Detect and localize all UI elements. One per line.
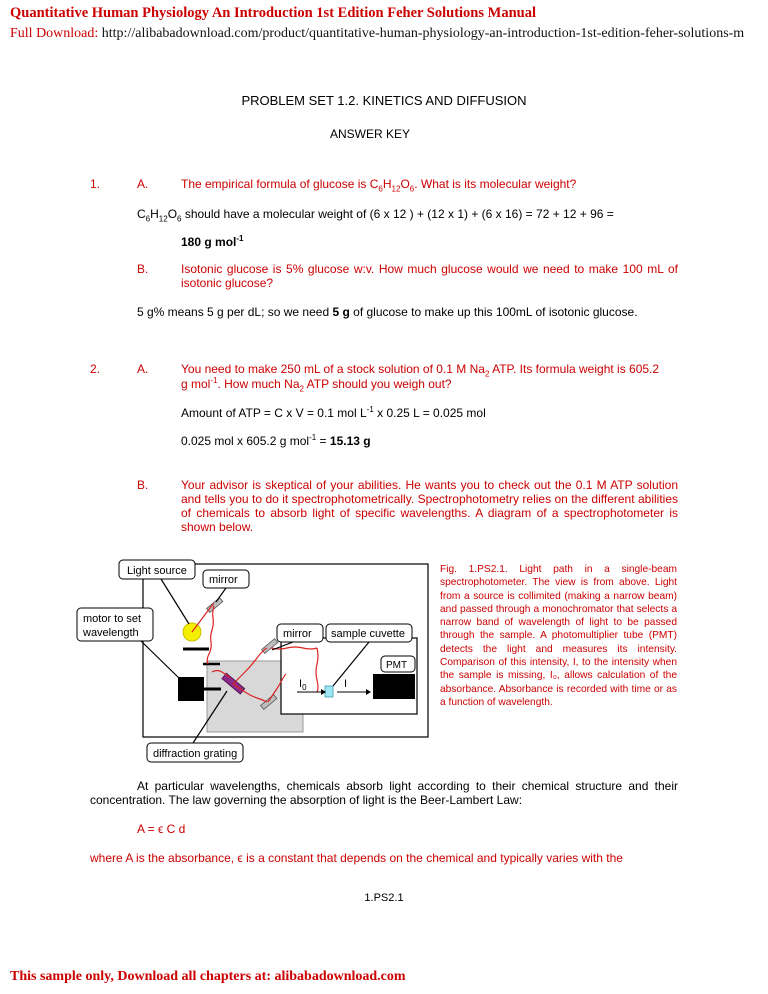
page-title: PROBLEM SET 1.2. KINETICS AND DIFFUSION xyxy=(241,93,527,108)
problem-1a-question: The empirical formula of glucose is $C_6H_{12}O_6$. What is its molecular weight? xyxy=(181,177,577,194)
label-mirror-1: mirror xyxy=(209,574,238,586)
problem-1a-letter: A. xyxy=(137,177,149,191)
full-download-line[interactable] xyxy=(10,27,744,41)
absorbance-definition: where A is the absorbance, ϵ is a constant that depends on the chemical and typically varies with the xyxy=(90,851,623,865)
problem-2a-equation-1: Amount of ATP = C x V = 0.1 mol $L^{-1}$ x 0.25 L = 0.025 mol xyxy=(181,405,486,420)
footer-download-notice[interactable]: This sample only, Download all chapters at: alibabadownload.com xyxy=(10,969,406,984)
answer-key-label: ANSWER KEY xyxy=(329,127,410,141)
problem-2-number: 2. xyxy=(90,362,101,376)
problem-1b-question: Isotonic glucose is 5% glucose w:v. How much glucose would we need to make 100 mL of isotonic glucose? xyxy=(181,262,678,290)
sample-cuvette xyxy=(325,686,333,697)
spectrophotometer-diagram xyxy=(75,550,430,765)
label-pmt: PMT xyxy=(386,660,408,671)
banner-title: Quantitative Human Physiology An Introduction 1st Edition Feher Solutions Manual xyxy=(10,5,536,21)
label-mirror-2: mirror xyxy=(283,628,312,640)
problem-1b-letter: B. xyxy=(137,262,149,276)
page-number: 1.PS2.1 xyxy=(364,892,404,904)
problem-2b-letter: B. xyxy=(137,478,149,492)
problem-2a-letter: A. xyxy=(137,362,149,376)
label-i0: $I_0$ xyxy=(299,678,307,692)
full-download-link[interactable]: http://alibabadownload.com/product/quantitative-human-physiology-an-introduction-1st-edition-feher-solutions-m xyxy=(101,26,745,41)
problem-1a-answer: $C_6H_{12}O_6$ should have a molecular weight of (6 x 12 ) + (12 x 1) + (6 x 16) = 72 + 12 + 96 = xyxy=(137,207,614,224)
label-light-source: Light source xyxy=(127,565,187,577)
figure-caption: Fig. 1.PS2.1. Light path in a single-beam spectrophotometer. The view is from above. Light from a source is collimited (making a narrow beam) and passed through a monochromator that selects a narrow band of wavelength of light to be passed through the sample. A photomultiplier tube (PMT) detects the light and measures its intensity. Comparison of this intensity, I, to the intensity when the sample is missing, I₀, allows calculation of the absorbance. Absorbance is recorded with time or as a function of wavelength. xyxy=(440,564,677,708)
problem-2a-question-line1: You need to make 250 mL of a stock solution of 0.1 M $Na_2$ ATP. Its formula weight is 605.2 xyxy=(181,362,660,379)
label-motor-1: motor to set xyxy=(83,613,142,625)
problem-2b-question: Your advisor is skeptical of your abilities. He wants you to check out the 0.1 M ATP solution and tells you to do it spectrophotometrically. Spectrophotometry relies on the different abilities of chemicals to absorb light of specific wavelengths. A diagram of a spectrophotometer is shown below. xyxy=(181,478,678,534)
label-grating: diffraction grating xyxy=(153,748,238,760)
problem-1-number: 1. xyxy=(90,177,101,191)
label-i: I xyxy=(344,678,348,690)
problem-2a-question-line2: g mol$^{-1}$. How much $Na_2$ ATP should you weigh out? xyxy=(181,376,452,394)
beer-lambert-intro: At particular wavelengths, chemicals absorb light according to their chemical structure and their concentration. The law governing the absorption of light is the Beer-Lambert Law: xyxy=(90,779,678,807)
pmt-detector xyxy=(373,674,415,699)
label-cuvette: sample cuvette xyxy=(331,628,405,640)
label-motor-2: wavelength xyxy=(83,627,139,639)
problem-1b-answer: 5 g% means 5 g per dL; so we need 5 g of glucose to make up this 100mL of isotonic glucose. xyxy=(137,305,638,319)
motor-block xyxy=(178,677,204,701)
problem-2a-equation-2: 0.025 mol x 605.2 g mol$^{-1}$ = 15.13 g xyxy=(181,433,371,448)
full-download-label: Full Download: xyxy=(10,26,99,41)
beer-lambert-equation: A = ϵ C d xyxy=(137,822,186,836)
problem-1a-result: 180 g mol$^{-1}$ xyxy=(181,234,244,249)
